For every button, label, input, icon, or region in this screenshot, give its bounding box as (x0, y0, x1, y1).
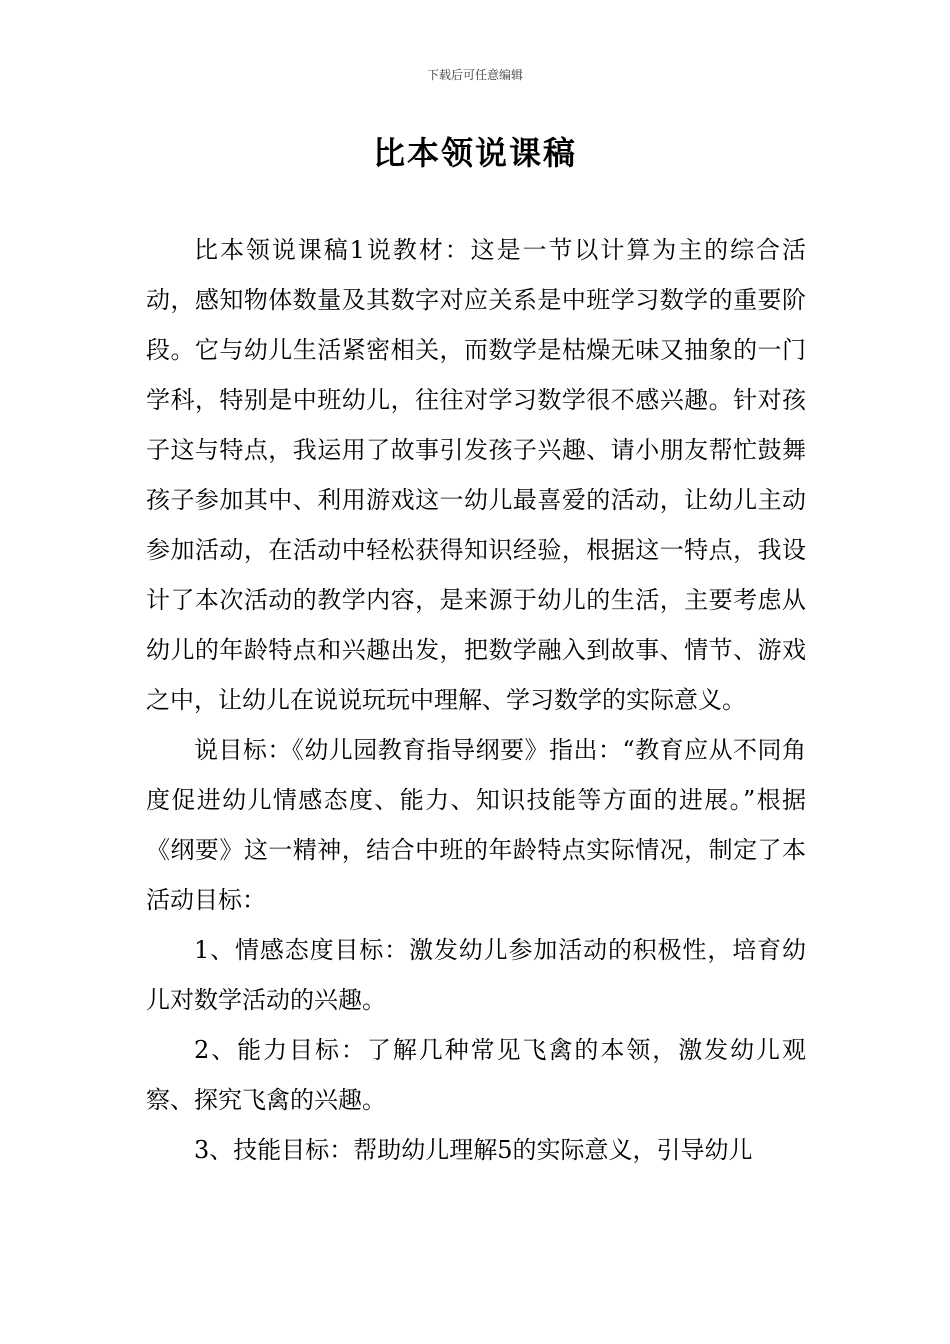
paragraph-objective-2: 2、能力目标：了解几种常见飞禽的本领，激发幼儿观察、探究飞禽的兴趣。 (146, 1036, 806, 1114)
document-body (146, 225, 806, 1175)
paragraph-objective-3: 3、技能目标：帮助幼儿理解5的实际意义，引导幼儿 (194, 1136, 753, 1164)
document-title: 比本领说课稿 (372, 134, 577, 172)
paragraph-textbook: 比本领说课稿1说教材：这是一节以计算为主的综合活动，感知物体数量及其数字对应关系是中班学习数学的重要阶段。它与幼儿生活紧密相关，而数学是枯燥无味又抽象的一门学科，特别是中班幼儿，往往对学习数学很不感兴趣。针对孩子这与特点，我运用了故事引发孩子兴趣、请小朋友帮忙鼓舞孩子参加其中、利用游戏这一幼儿最喜爱的活动，让幼儿主动参加活动，在活动中轻松获得知识经验，根据这一特点，我设计了本次活动的教学内容，是来源于幼儿的生活，主要考虑从幼儿的年龄特点和兴趣出发，把数学融入到故事、情节、游戏之中，让幼儿在说说玩玩中理解、学习数学的实际意义。 (146, 236, 806, 714)
paragraph-objective-1: 1、情感态度目标：激发幼儿参加活动的积极性，培育幼儿对数学活动的兴趣。 (146, 936, 806, 1014)
paragraph-objectives: 说目标：《幼儿园教育指导纲要》指出：“教育应从不同角度促进幼儿情感态度、能力、知识技能等方面的进展。”根据《纲要》这一精神，结合中班的年龄特点实际情况，制定了本活动目标： (146, 736, 806, 914)
header-note: 下载后可任意编辑 (426, 68, 523, 82)
